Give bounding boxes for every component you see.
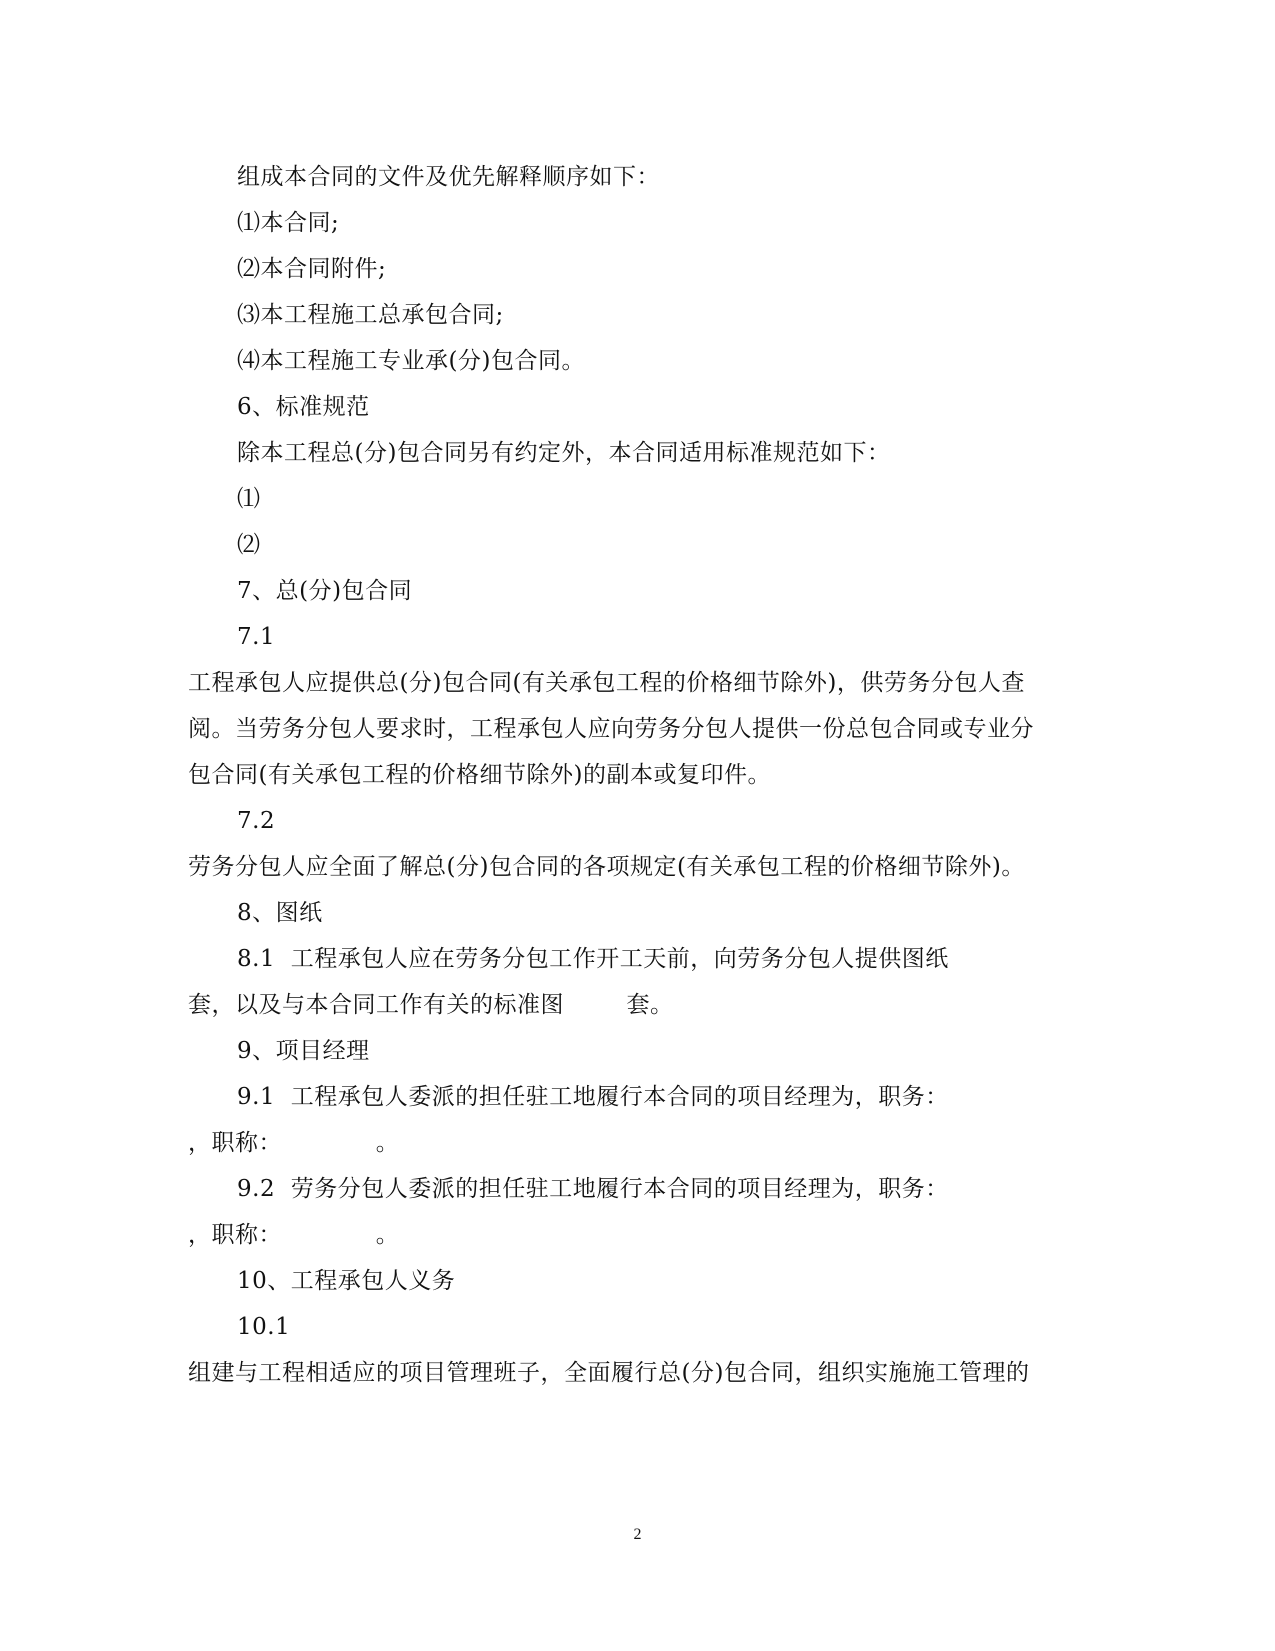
text-line: ⑷本工程施工专业承(分)包合同。 [237,348,585,374]
text-line: 8.1 工程承包人应在劳务分包工作开工天前，向劳务分包人提供图纸 [237,946,949,972]
text-line: ⑵ [237,532,261,558]
section-heading: 9、项目经理 [237,1038,370,1064]
clause-number: 7.2 [237,808,276,834]
text-line: 除本工程总(分)包合同另有约定外，本合同适用标准规范如下： [237,440,891,466]
text-line: ，职称： 。 [188,1222,400,1248]
text-line: ⑵本合同附件; [237,256,387,282]
section-heading: 10、工程承包人义务 [237,1268,456,1294]
text-line: ，职称： 。 [188,1130,400,1156]
section-heading: 8、图纸 [237,900,323,926]
text-line: 组成本合同的文件及优先解释顺序如下： [237,164,660,190]
text-line: 组建与工程相适应的项目管理班子，全面履行总(分)包合同，组织实施施工管理的 [188,1360,1030,1386]
text-line: 阅。当劳务分包人要求时，工程承包人应向劳务分包人提供一份总包合同或专业分 [188,716,1034,742]
text-line: 劳务分包人应全面了解总(分)包合同的各项规定(有关承包工程的价格细节除外)。 [188,854,1025,880]
text-line: 包合同(有关承包工程的价格细节除外)的副本或复印件。 [188,762,771,788]
clause-number: 7.1 [237,624,276,650]
text-line: ⑴ [237,486,261,512]
clause-number: 10.1 [237,1314,291,1340]
section-heading: 6、标准规范 [237,394,370,420]
text-line: ⑴本合同; [237,210,340,236]
section-heading: 7、总(分)包合同 [237,578,413,604]
text-line: 9.2 劳务分包人委派的担任驻工地履行本合同的项目经理为，职务： [237,1176,949,1202]
text-line: 工程承包人应提供总(分)包合同(有关承包工程的价格细节除外)，供劳务分包人查 [188,670,1025,696]
page-number: 2 [633,1526,642,1543]
text-line: 套，以及与本合同工作有关的标准图 套。 [188,992,674,1018]
text-line: ⑶本工程施工总承包合同; [237,302,504,328]
text-line: 9.1 工程承包人委派的担任驻工地履行本合同的项目经理为，职务： [237,1084,949,1110]
